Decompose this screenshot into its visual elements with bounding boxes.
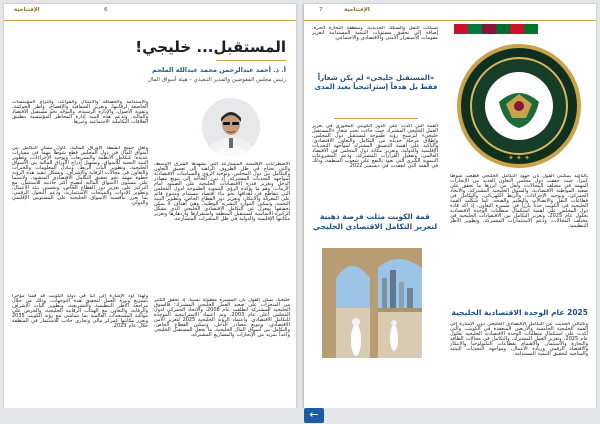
article-column-right-bottom: خليجياً، يمكن القول بأن المسيرة معقولة نسبياً، إذ تحقق الكثير من المنجزات على صعيد العمل الخليجي المشترك؛ فالسوق الخليجية المشتركة انطلقت عام 2008، والاتحاد الجمركي لدول المجلس أُعلن عام 2003، وتم اعتماد الاستراتيجية الموحدة للتكامل الاقتصادي، واعتماد الرؤية الخليجية 2025 لتعزيز الأمن الاقتصادي، وتنويع مصادر الدخل، وتمكين القطاع الخاص، والتكامل بين أسواق المال الخليجية، ما يجعل المستقبل الخليجي واعداً بمزيد من الإنجازات والمشاريع المشتركة.	[154, 298, 290, 338]
left-page	[4, 4, 296, 408]
arrow-left-icon[interactable]: ←	[304, 408, 324, 423]
author-name: أ. د. أحمد عبدالرحمن محمد عبدالله الملحم	[152, 66, 286, 74]
article-column-left-top: والاستدامة والحصافة والامتثال والقواعد، والتزام المؤسسات الخاضعة لرقابتها، وتعزيز الشفافية والإفصاح، وأطر الحوكمة، وتقوية الأصول، والإدارة الرشيدة، والتوجّه نحو مستقبل الاقتصاد والمالية. وتدعم هذه البنية إدارة المخاطر المؤسسية بتطبيق العلاقات التكاملية الاجتماعية وغيرها.	[12, 100, 148, 125]
page-number: 7	[319, 7, 323, 13]
page-header	[304, 4, 596, 21]
article-column-right-top: بالتأكيد يمكنني القول بأن جهود التكامل الخليجي قطعت شوطاً كبيراً، حيث حققت دول مجلس التعاون العديد من الإنجازات المهمة في مختلف المجالات، ولعل من أبرزها ما تحقق على صعيد المواطنة الاقتصادية، والسوق الخليجية المشتركة، والاتحاد الجمركي، وتوحيد الإجراءات، والربط الكهربائي، والتكامل في قطاعات النقل والاتصالات والتعليم والصحة. كما شكّلت القمة الخليجية في الكويت حدثاً بارزاً في مسيرة التعاون، إذ أكد قادة دول المجلس على أهمية استكمال متطلبات الوحدة الاقتصادية بحلول عام 2025، وتعزيز التكامل بين الاقتصادات الخليجية في مختلف المجالات، ودعم الاستثمارات المشتركة، وتطوير الأطر التنظيمية.	[450, 174, 588, 229]
article-column-right-top: الاضطرابات الإقليمية المتسارعة التي يشهدها الشرق الأوسط، والتي تحتاج في ظل الظروف الراهنة إلى تعميق التعاون والتكامل بين دول المجلس، وتوحيد الرؤى والسياسات الاقتصادية لمواجهة التحديات المشتركة، إذ تبرز الحاجة إلى تنويع مصادر الدخل وتعزيز قدرة الاقتصادات الخليجية على الصمود أمام الأزمات، وهو ما تؤكده الرؤى التنموية الطموحة لدول المجلس التي تتقاطع في أهدافها نحو بناء اقتصاد مستدام ومتنوع قائم على المعرفة والابتكار، وتعزيز دور القطاع الخاص، وتطوير البنية التحتية، وتمكين الموارد البشرية الوطنية، وهي أهداف لا يمكن تحقيقها بمعزل عن التكامل الاقتصادي الخليجي الذي يشكل الركيزة الأساسية لمستقبل المنطقة واستقرارها وازدهارها وتعزيز مكانتها الإقليمية والدولية في ظل المتغيرات المتسارعة.	[154, 162, 290, 222]
right-page	[304, 4, 596, 408]
viewer-bottom-bar	[0, 408, 600, 424]
article-column-left-middle: ولعل جميع أنشطة الأوراق المالية، كأول مسار التكامل بين أسواق المال في دول المجلس قطع شوطاً مهماً في مسارات عديدة؛ كتكامل الأنظمة والتشريعات وتوحيد الإجراءات، وتطوير البنية التحتية للأسواق، وتسهيل إدراج الأوراق المالية بين الأسواق الخليجية، وتطوير آليات الربط، وتبادل المعلومات والخبرات والتعاون في مجالات الرقابة والإشراف. ويشكل تنفيذ هذه الرؤية خطوة مهمة نحو تحقيق التكامل الاقتصادي المنشود، ولاسيما على مستوى الأسواق المالية لتصبح أكثر جاذبية للاستثمار، مع التركيز على تعزيز دور القطاع الخاص، وتحسين بيئة الأعمال، وتطوير الأدوات والمنتجات الاستثمارية، ودعم التحول الرقمي، بما يعزز تنافسية الأسواق الخليجية على المستويين الإقليمي والدولي.	[12, 146, 148, 206]
article-column-right-bottom: وبالتالي الحديث عن التكامل الاقتصادي الخليجي دون الإشارة إلى القمة الخليجية الخامسة والأربعين المنعقدة في الكويت، والتي أكدت على استكمال متطلبات الوحدة الاقتصادية الخليجية بحلول عام 2025، وتعزيز العمل المشترك، والتكامل في مجالات الطاقة والتجارة والاستثمار، والاهتمام بقطاعات التكنولوجيا والابتكار والاقتصاد الرقمي وريادة الأعمال، ومواجهة التحديات البيئية والمناخية لتحقيق التنمية المستدامة.	[450, 322, 588, 357]
gcc-emblem	[444, 24, 594, 170]
section-subheading: قمة الكويت مثلت فرصة ذهبية لتعزيز التكامل الاقتصادي الخليجي	[312, 212, 438, 231]
title-divider	[216, 60, 286, 61]
article-column-left-bottom: ولهذا أود الإشارة إلى أننا في دولة الكويت قد قمنا مؤخراً بتسريع وتيرة العمل لتحقيق هذه التوجهات، وذلك من خلال مراجعة الأطر التنظيمية والتشريعية، وتطوير آليات الإشراف والرقابة، والتعاون مع الهيئات الرقابية الخليجية، والحرص على مواكبة المستجدات العالمية بما يتماشى مع رؤية الكويت 2035 ويعزز مكانتها كمركز مالي وتجاري جاذب للاستثمار في المنطقة خلال عام 2023.	[12, 294, 148, 329]
section-label: الإفتتاحية	[344, 7, 370, 13]
svg-text:✦ ✦ ✦: ✦ ✦ ✦	[507, 154, 531, 162]
author-photo	[202, 98, 260, 156]
author-role: رئيس مجلس المفوضين والمدير التنفيذي – هيئة أسواق المال	[147, 77, 286, 83]
spread-gutter	[296, 4, 304, 408]
page-number: 6	[104, 7, 108, 13]
section-label: الإفتتاحية	[14, 7, 40, 13]
section-subheading-2: 2025 عام الوحدة الاقتصادية الخليجية	[451, 308, 588, 317]
article-column-left-middle: القمة التي أكدت على الدور الكويتي المحوري في تعزيز العمل الخليجي المشترك حيث جاءت تحت شعار «المستقبل خليجي» لترسيخ رؤية طموحة لمستقبل دول المجلس، وإطلاق مرحلة جديدة من التكامل والتعاون الاقتصادي، والتأكيد على أهمية التنسيق المشترك لمواجهة التحديات الإقليمية والدولية، وتعزيز مكانة دول المجلس في الاقتصاد العالمي، وتفعيل القرارات المشتركة، ودعم المشروعات التنموية الكبرى التي تعود بالنفع على شعوب المنطقة، وذلك في القمة التي انعقدت في ديسمبر 2022.	[312, 124, 438, 169]
page-header	[4, 4, 296, 21]
article-title: المستقبل... خليجي!	[135, 38, 286, 56]
pull-quote: «المستقبل خليجي» لم يكن شعاراً فقط بل هدفاً إستراتيجياً بعيد المدى	[314, 74, 438, 92]
article-photo	[322, 248, 422, 358]
article-column-left-top: شبكات النقل والسكك الحديدية، ومنطقة التجارة الحرة، إضافة إلى تحقيق مستويات التنمية المستدامة لتعزيز مقومات الاستقرار الأمني والاقتصادي والاجتماعي.	[312, 26, 438, 41]
quote-divider	[334, 118, 418, 119]
